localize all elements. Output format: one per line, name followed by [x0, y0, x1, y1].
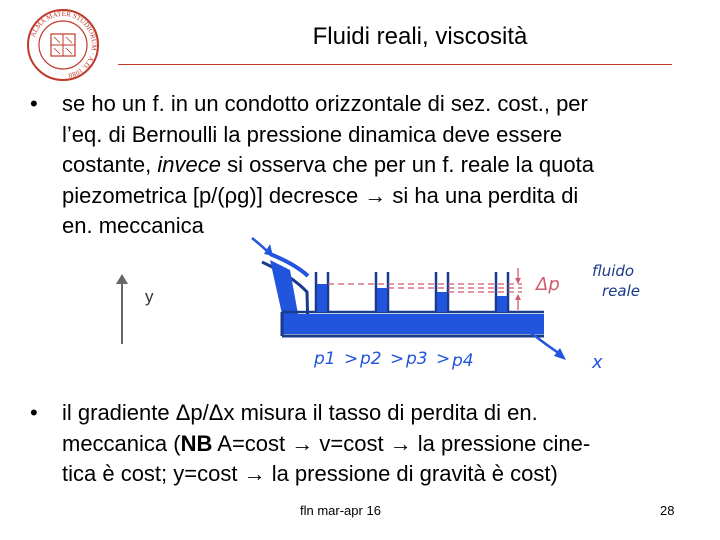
bullet-line: en. meccanica [62, 213, 204, 238]
pressure-label-p2: p2 [360, 349, 382, 369]
bullet-line: il gradiente Δp/Δx misura il tasso di perdita di en. [62, 400, 538, 425]
bullet-text [62, 398, 590, 490]
bullet-1 [30, 89, 690, 249]
greater-than-sign: > [344, 349, 359, 369]
greater-than-sign: > [436, 349, 451, 369]
title-divider [118, 64, 672, 65]
page-number: 28 [660, 503, 675, 518]
viscous-flow-diagram [240, 232, 672, 382]
x-axis-label: x [592, 352, 603, 373]
university-seal-logo [26, 8, 100, 82]
footer-text: fln mar-apr 16 [300, 503, 381, 518]
delta-p-label: Δp [536, 274, 560, 295]
bullet-line: tica è cost; y=cost → la pressione di gravità è cost) [62, 461, 558, 486]
bullet-2 [30, 398, 710, 498]
bullet-line: piezometrica [p/(ρg)] decresce → si ha una perdita di [62, 182, 579, 208]
bullet-marker: • [30, 400, 38, 425]
bullet-line: costante, invece si osserva che per un f. reale la quota [62, 152, 594, 177]
y-axis-arrow [112, 272, 132, 346]
bullet-line: se ho un f. in un condotto orizzontale di sez. cost., per [62, 91, 588, 116]
svg-text:ALMA MATER STUDIORUM · A.D. 10: ALMA MATER STUDIORUM · A.D. 1088 [29, 9, 99, 80]
pressure-label-p4: p4 [452, 351, 474, 371]
bullet-marker: • [30, 91, 38, 116]
y-axis-label: y [145, 287, 154, 306]
pressure-label-p1: p1 [314, 349, 336, 369]
bullet-line: l’eq. di Bernoulli la pressione dinamica deve essere [62, 121, 563, 147]
bullet-text [62, 89, 594, 242]
greater-than-sign: > [390, 349, 405, 369]
slide-title: Fluidi reali, viscosità [312, 23, 528, 50]
bullet-line: meccanica (NB A=cost → v=cost → la pressione cine- [62, 430, 591, 456]
fluid-label-line1: fluido [592, 262, 635, 280]
fluid-label-line2: reale [602, 282, 640, 300]
pressure-label-p3: p3 [406, 349, 428, 369]
